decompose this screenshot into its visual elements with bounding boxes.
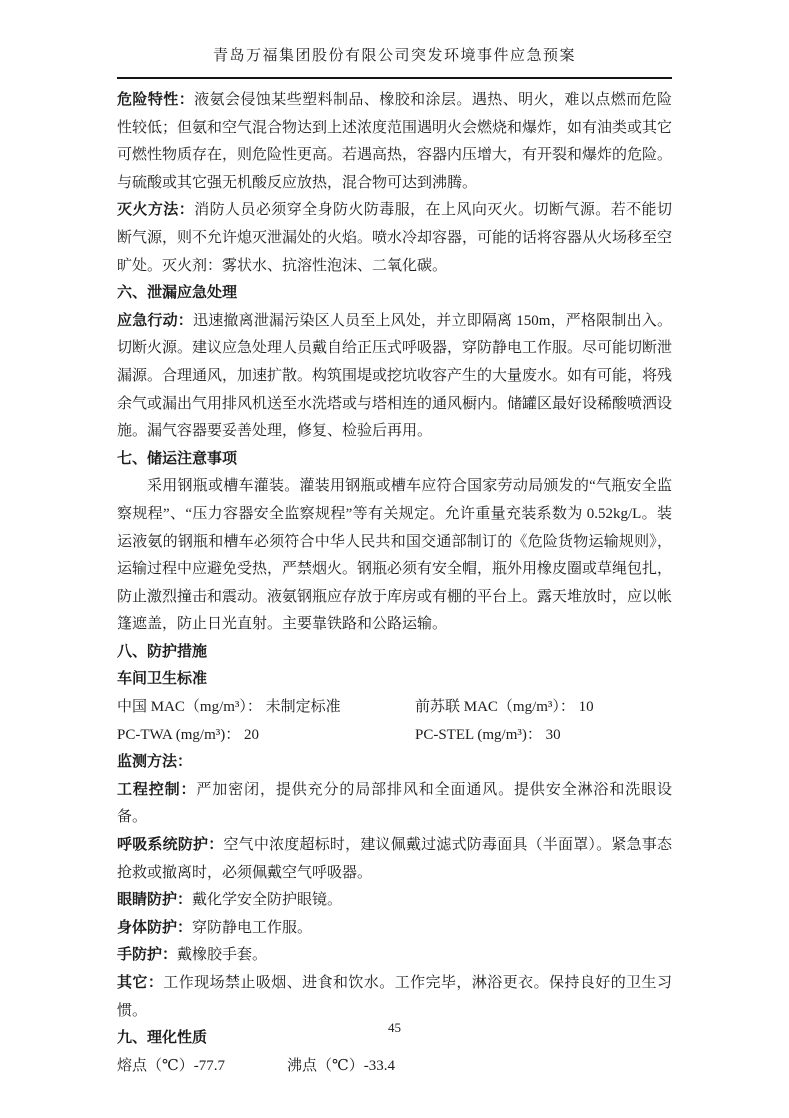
section-heading-protective-measures: 八、防护措施 xyxy=(117,643,208,660)
other-protection-text: 工作现场禁止吸烟、进食和饮水。工作完毕，淋浴更衣。保持良好的卫生习惯。 xyxy=(117,975,672,1019)
section-heading-physicochemical-properties: 九、理化性质 xyxy=(117,1030,208,1047)
section-heading-leak-response: 六、泄漏应急处理 xyxy=(117,285,238,302)
engineering-control-text: 严加密闭，提供充分的局部排风和全面通风。提供安全淋浴和洗眼设备。 xyxy=(117,781,672,826)
respiratory-protection-label: 呼吸系统防护： xyxy=(117,837,224,854)
boiling-point-value: 沸点（℃）-33.4 xyxy=(287,1057,396,1074)
eye-protection-text: 戴化学安全防护眼镜。 xyxy=(192,892,343,909)
firefighting-text: 消防人员必须穿全身防火防毒服，在上风向灭火。切断气源。若不能切断气源，则不允许熄灭泄漏处的火焰。喷水冷却容器，可能的话将容器从火场移至空旷处。灭火剂：雾状水、抗溶性泡沫、二氧化碳。 xyxy=(117,202,673,274)
row-physical-properties xyxy=(117,1053,672,1081)
paragraph-storage-transport: 采用钢瓶或槽车灌装。灌装用钢瓶或槽车应符合国家劳动局颁发的“气瓶安全监察规程”、“压力容器安全监察规程”等有关规定。允许重量充装系数为 0.52kg/L。装运液氨的钢瓶和槽车必须符合中华人民共和国交通部制订的《危险货物运输规则》，运输过程中应避免受热，严禁烟火。钢瓶必须有安全帽，瓶外用橡皮圈或草绳包扎，防止激烈撞击和震动。液氨钢瓶应存放于库房或有棚的平台上。露天堆放时，应以帐篷遮盖，防止日光直射。主要靠铁路和公路运输。 xyxy=(117,478,673,633)
engineering-control-label: 工程控制： xyxy=(117,781,197,798)
page-header xyxy=(117,46,672,79)
document-content xyxy=(117,87,672,1080)
hazard-text: 液氨会侵蚀某些塑料制品、橡胶和涂层。遇热、明火，难以点燃而危险性较低；但氨和空气混合物达到上述浓度范围遇明火会燃烧和爆炸，如有油类或其它可燃性物质存在，则危险性更高。若遇高热，容器内压增大，有开裂和爆炸的危险。与硫酸或其它强无机酸反应放热，混合物可达到沸腾。 xyxy=(117,92,673,191)
paragraph-hazard xyxy=(117,87,672,197)
page-footer xyxy=(0,1020,789,1036)
hand-protection-label: 手防护： xyxy=(117,947,178,964)
pc-twa-value: PC-TWA (mg/m³)： 20 xyxy=(117,726,259,743)
emergency-action-text: 迅速撤离泄漏污染区人员至上风处，并立即隔离 150m，严格限制出入。切断火源。建议应急处理人员戴自给正压式呼吸器，穿防静电工作服。尽可能切断泄漏源。合理通风，加速扩散。构筑围堤或挖坑收容产生的大量废水。如有可能，将残余气或漏出气用排风机送至水洗塔或与塔相连的通风橱内。储罐区最好设稀酸喷洒设施。漏气容器要妥善处理，修复、检验后再用。 xyxy=(117,312,673,440)
paragraph-respiratory-protection xyxy=(117,832,672,887)
firefighting-label: 灭火方法： xyxy=(117,202,195,219)
row-pc-standards xyxy=(117,722,672,750)
eye-protection-label: 眼睛防护： xyxy=(117,892,193,909)
hand-protection-text: 戴橡胶手套。 xyxy=(177,947,268,964)
page-number: 45 xyxy=(388,1020,401,1035)
subheading-monitoring-method: 监测方法： xyxy=(117,754,193,771)
china-mac-value: 中国 MAC（mg/m³）： 未制定标准 xyxy=(117,699,341,716)
other-protection-label: 其它： xyxy=(117,975,164,991)
section-heading-storage-transport: 七、储运注意事项 xyxy=(117,450,238,467)
paragraph-firefighting xyxy=(117,197,672,280)
hazard-label: 危险特性： xyxy=(117,92,195,108)
paragraph-body-protection xyxy=(117,915,672,943)
paragraph-other-protection xyxy=(117,970,672,1025)
respiratory-protection-text: 空气中浓度超标时，建议佩戴过滤式防毒面具（半面罩）。紧急事态抢救或撤离时，必须佩戴空气呼吸器。 xyxy=(117,837,672,881)
paragraph-eye-protection xyxy=(117,887,672,915)
body-protection-text: 穿防静电工作服。 xyxy=(192,919,313,936)
emergency-action-label: 应急行动： xyxy=(117,312,194,329)
header-title: 青岛万福集团股份有限公司突发环境事件应急预案 xyxy=(117,46,672,79)
melting-point-value: 熔点（℃）-77.7 xyxy=(117,1057,226,1074)
paragraph-engineering-control xyxy=(117,777,672,832)
paragraph-emergency-action xyxy=(117,308,672,446)
ussr-mac-value: 前苏联 MAC（mg/m³）： 10 xyxy=(415,699,594,716)
body-protection-label: 身体防护： xyxy=(117,919,193,936)
paragraph-hand-protection xyxy=(117,942,672,970)
subheading-workshop-hygiene-standard: 车间卫生标准 xyxy=(117,671,208,688)
pc-stel-value: PC-STEL (mg/m³)： 30 xyxy=(415,726,561,743)
row-mac-standards xyxy=(117,694,672,722)
